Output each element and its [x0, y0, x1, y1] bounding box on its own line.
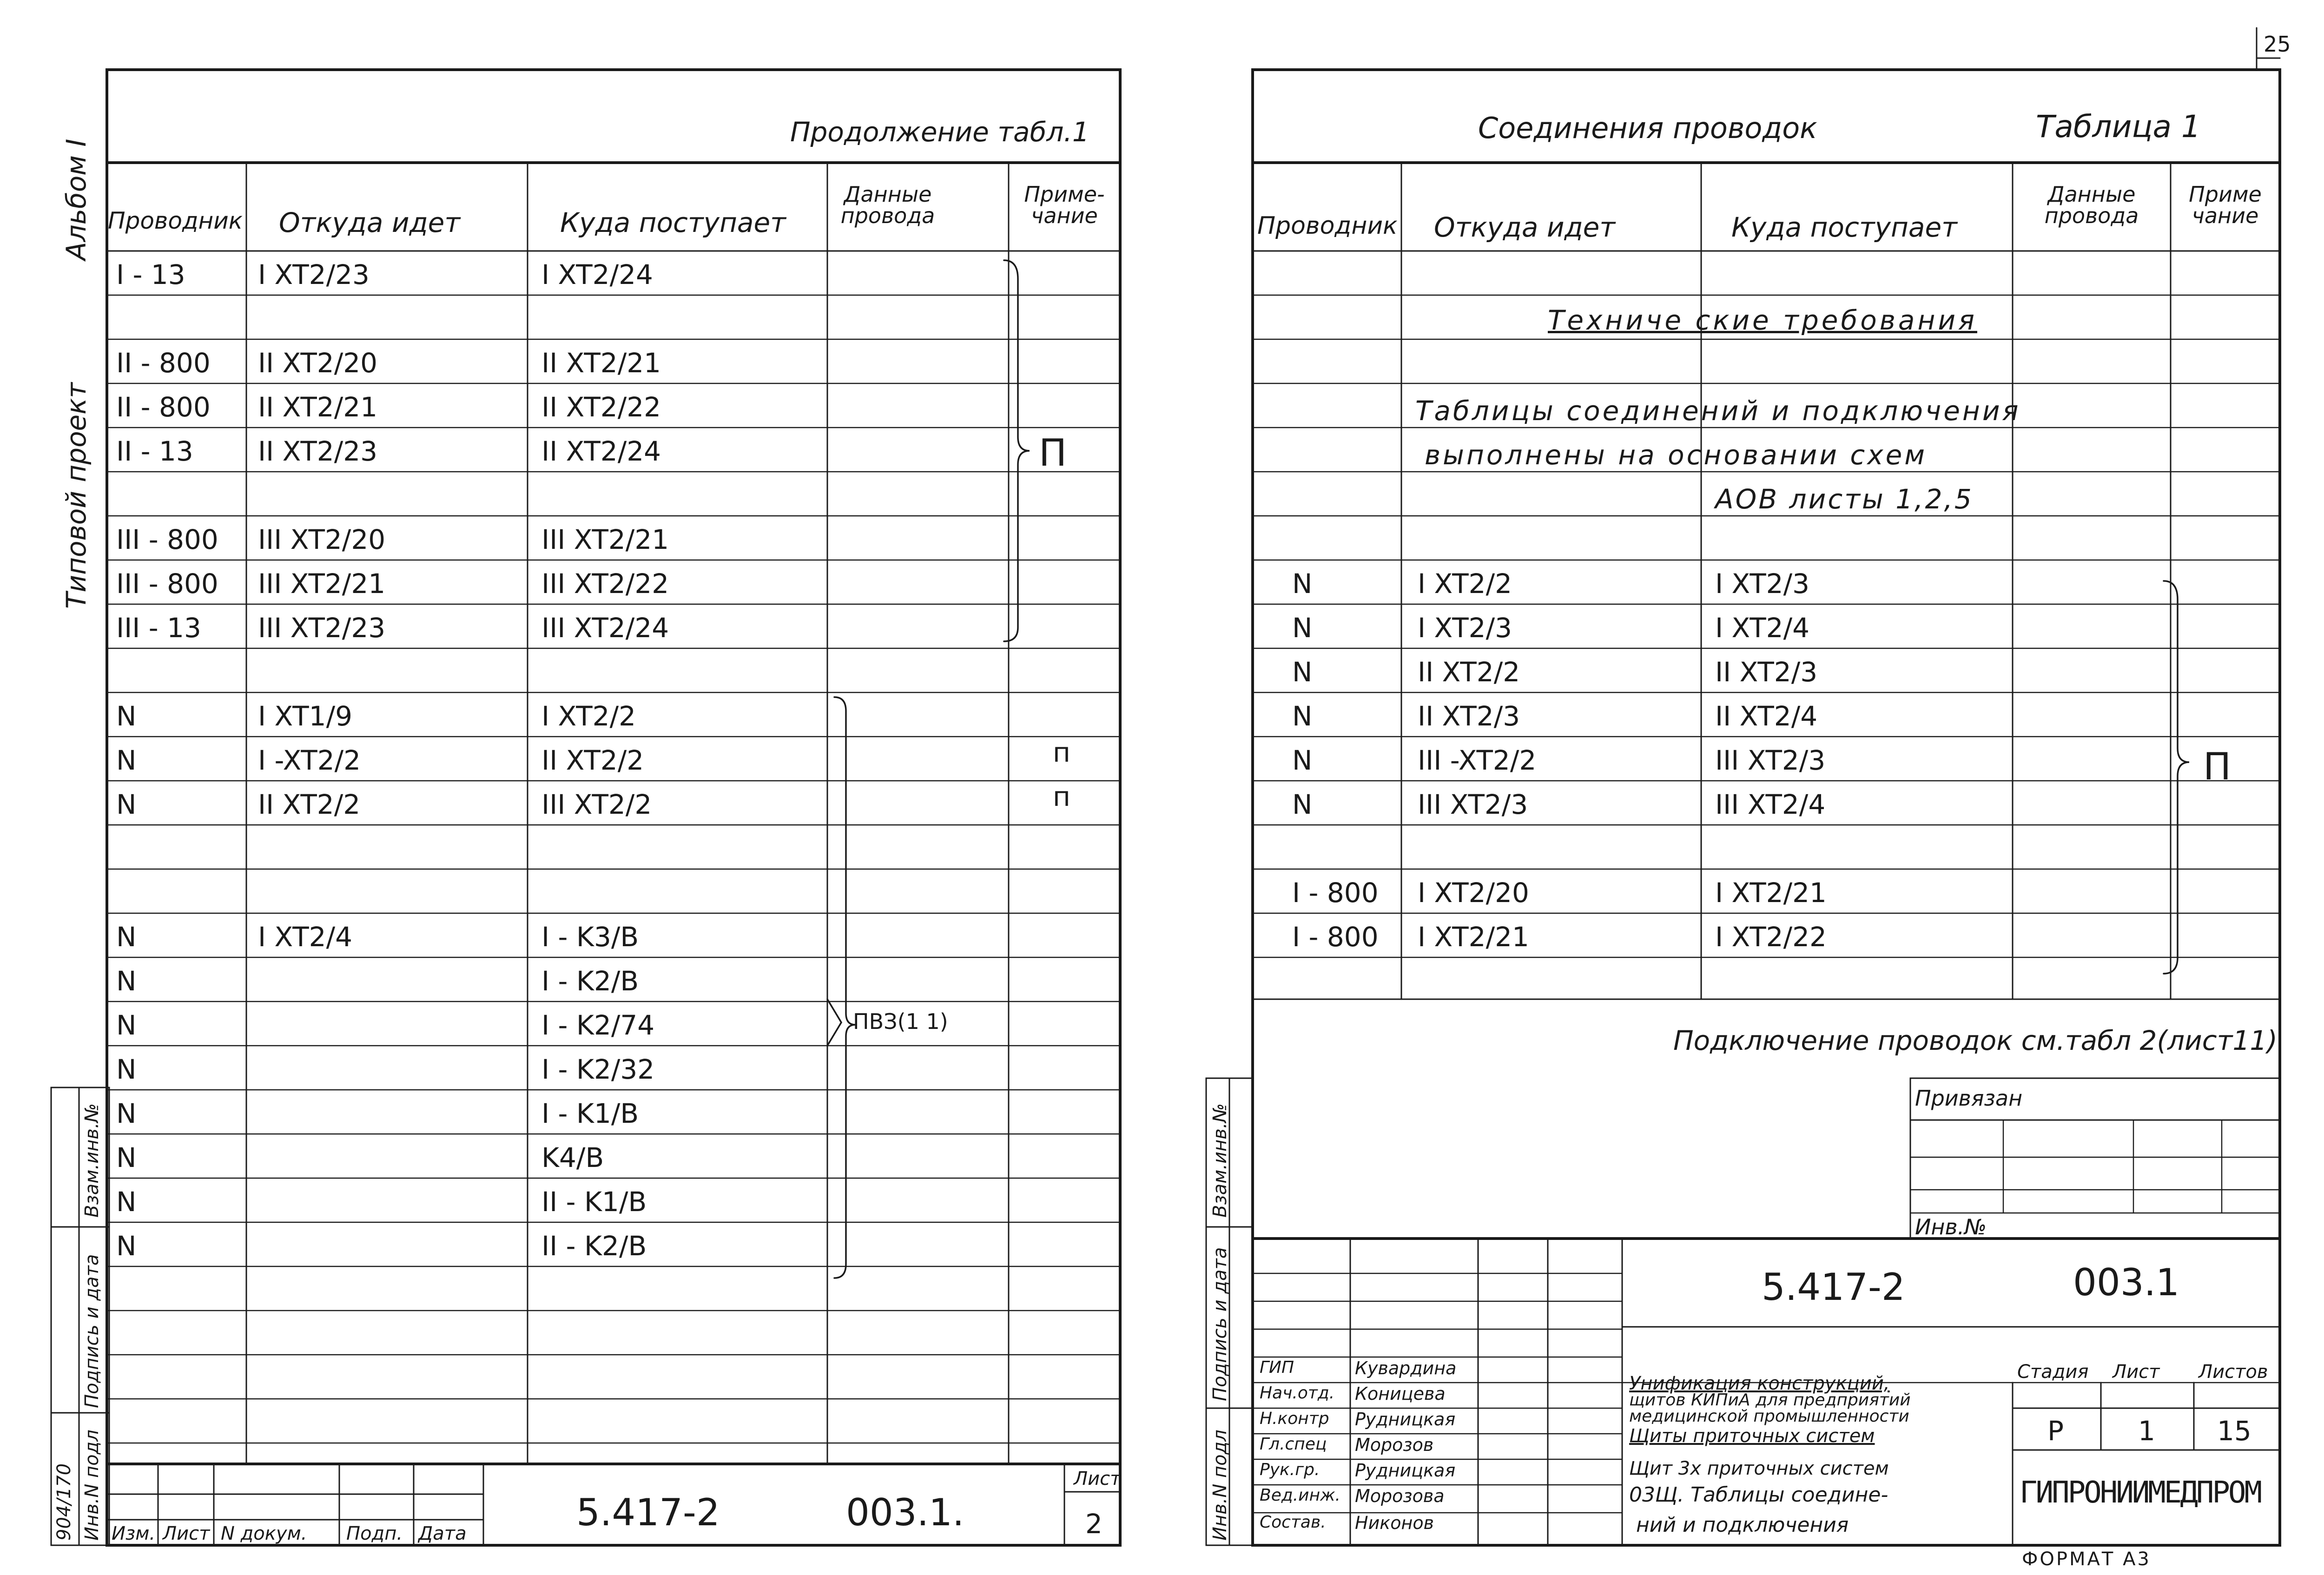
tb-col-izm: Изм.: [112, 1523, 156, 1544]
right-stamp-vzam: Взам.инв.№: [1209, 1103, 1231, 1218]
role-name: Рудницкая: [1355, 1409, 1456, 1430]
header-wire-data: Данные провода: [840, 182, 935, 228]
left-row-to: K4/B: [541, 1142, 604, 1173]
sheet-label: Лист: [2113, 1361, 2160, 1383]
left-row-from: I XT2/23: [258, 259, 370, 290]
right-row-from: II XT2/2: [1418, 656, 1520, 688]
left-row-to: III XT2/2: [541, 789, 652, 820]
right-row-to: III XT2/3: [1715, 745, 1826, 776]
left-row-conductor: III - 800: [116, 568, 218, 600]
right-row-from: I XT2/20: [1418, 877, 1529, 909]
tech-requirements: Техниче ские требования: [1548, 304, 1977, 336]
left-row-to: I - K2/B: [541, 965, 639, 997]
left-doc-code: 5.417-2: [576, 1491, 720, 1534]
role-title: Вед.инж.: [1260, 1486, 1340, 1505]
text-line-1: Таблицы соединений и подключения: [1415, 395, 2021, 427]
left-row-from: II XT2/20: [258, 347, 378, 379]
right-row-to: I XT2/3: [1715, 568, 1810, 600]
left-row-conductor: III - 800: [116, 524, 218, 555]
left-sheet-number: 2: [1085, 1508, 1103, 1540]
role-name: Рудницкая: [1355, 1460, 1456, 1481]
left-sheet-label: Лист: [1074, 1468, 1121, 1489]
privyazan-label: Привязан: [1915, 1086, 2023, 1111]
right-header-from: Откуда идет: [1434, 211, 1616, 243]
right-row-from: III -XT2/2: [1418, 745, 1537, 776]
left-row-conductor: II - 800: [116, 347, 211, 379]
left-row-to: II XT2/21: [541, 347, 661, 379]
stage-value: Р: [2047, 1415, 2064, 1447]
right-row-to: I XT2/4: [1715, 612, 1810, 644]
right-stamp-podpis: Подпись и дата: [1209, 1247, 1231, 1401]
left-row-to: I - K2/32: [541, 1054, 655, 1085]
left-row-to: I - K3/B: [541, 921, 639, 953]
left-row-to: II XT2/22: [541, 391, 661, 423]
right-header-note: Приме чание: [2189, 182, 2262, 228]
left-note-row-12: п: [1053, 737, 1070, 768]
left-row-from: I XT2/4: [258, 921, 353, 953]
desc-line-1: Унификация конструкций,: [1629, 1373, 1890, 1394]
connection-note: Подключение проводок см.табл 2(лист11): [1673, 1025, 2278, 1056]
role-name: Коницева: [1355, 1384, 1446, 1404]
desc-line-5: Щит 3x приточных систем: [1629, 1458, 1889, 1479]
right-row-to: I XT2/21: [1715, 877, 1827, 909]
right-header-to: Куда поступает: [1731, 211, 1957, 243]
left-note-row-13: п: [1053, 781, 1070, 812]
left-stamp-inv-number: 904/170: [53, 1463, 75, 1541]
left-row-conductor: N: [116, 1054, 137, 1085]
left-row-conductor: N: [116, 965, 137, 997]
role-title: Гл.спец: [1260, 1435, 1327, 1454]
right-doc-code: 5.417-2: [1762, 1265, 1905, 1309]
left-row-from: III XT2/23: [258, 612, 386, 644]
left-brace-note: П: [1039, 431, 1067, 474]
header-note: Приме-чание: [1024, 182, 1105, 228]
left-row-conductor: N: [116, 1186, 137, 1218]
left-row-to: I - K1/B: [541, 1098, 639, 1129]
role-title: Нач.отд.: [1260, 1384, 1335, 1403]
desc-line-6: 03Щ. Таблицы соедине-: [1629, 1483, 1888, 1507]
right-row-from: III XT2/3: [1418, 789, 1528, 820]
desc-line-4: Щиты приточных систем: [1629, 1425, 1875, 1447]
right-row-to: II XT2/3: [1715, 656, 1818, 688]
stage-label: Стадия: [2017, 1361, 2089, 1383]
text-line-2: выполнены на основании схем: [1425, 439, 1928, 471]
left-row-conductor: N: [116, 789, 137, 820]
left-row-conductor: II - 13: [116, 435, 193, 467]
right-row-conductor: N: [1292, 745, 1313, 776]
tb-col-date: Дата: [418, 1523, 467, 1544]
right-row-to: I XT2/22: [1715, 921, 1827, 953]
page-number: 25: [2264, 32, 2291, 57]
left-row-from: II XT2/2: [258, 789, 361, 820]
right-row-conductor: N: [1292, 656, 1313, 688]
left-doc-code-2: 003.1.: [846, 1491, 964, 1534]
wire-spec: ПВЗ(1 1): [853, 1009, 948, 1034]
project-label: Типовой проект: [60, 382, 92, 609]
album-label: Альбом I: [60, 138, 92, 260]
left-row-conductor: N: [116, 921, 137, 953]
tb-col-doc: N докум.: [221, 1523, 307, 1544]
left-row-to: II - K1/B: [541, 1186, 647, 1218]
left-row-to: II - K2/B: [541, 1230, 647, 1262]
left-row-from: I XT1/9: [258, 700, 353, 732]
right-row-from: I XT2/21: [1418, 921, 1529, 953]
role-name: Никонов: [1355, 1513, 1434, 1533]
role-name: Кувардина: [1355, 1358, 1457, 1378]
text-line-3: АОВ листы 1,2,5: [1715, 483, 1974, 515]
left-stamp-vzam: Взам.инв.№: [81, 1103, 103, 1218]
role-title: Н.контр: [1260, 1409, 1329, 1428]
tb-col-list: Лист: [163, 1523, 210, 1544]
inv-no-label: Инв.№: [1915, 1214, 1987, 1239]
right-row-conductor: I - 800: [1292, 877, 1379, 909]
right-row-from: I XT2/3: [1418, 612, 1512, 644]
left-row-conductor: III - 13: [116, 612, 201, 644]
role-title: Состав.: [1260, 1513, 1326, 1532]
role-title: ГИП: [1260, 1358, 1294, 1377]
right-row-conductor: N: [1292, 568, 1313, 600]
left-row-conductor: N: [116, 1009, 137, 1041]
right-stamp-inv: Инв.N подл: [1209, 1430, 1231, 1541]
left-row-from: III XT2/20: [258, 524, 386, 555]
role-title: Рук.гр.: [1260, 1460, 1320, 1479]
left-row-conductor: N: [116, 745, 137, 776]
left-row-to: I XT2/24: [541, 259, 653, 290]
right-header-conductor: Проводник: [1257, 212, 1398, 240]
desc-line-7: ний и подключения: [1636, 1513, 1849, 1537]
left-row-conductor: N: [116, 1230, 137, 1262]
left-row-to: I - K2/74: [541, 1009, 655, 1041]
right-row-conductor: I - 800: [1292, 921, 1379, 953]
right-row-conductor: N: [1292, 789, 1313, 820]
right-row-from: I XT2/2: [1418, 568, 1512, 600]
header-to: Куда поступает: [560, 207, 786, 238]
right-doc-code-2: 003.1: [2073, 1261, 2180, 1304]
left-row-to: II XT2/2: [541, 745, 644, 776]
right-row-to: III XT2/4: [1715, 789, 1826, 820]
left-row-to: I XT2/2: [541, 700, 636, 732]
right-row-conductor: N: [1292, 612, 1313, 644]
header-from: Откуда идет: [279, 207, 461, 238]
right-brace-note: П: [2203, 745, 2232, 788]
left-row-to: III XT2/21: [541, 524, 669, 555]
right-row-from: II XT2/3: [1418, 700, 1520, 732]
desc-line-2: щитов КИПиА для предприятий: [1629, 1390, 1911, 1410]
desc-line-3: медицинской промышленности: [1629, 1407, 1909, 1426]
left-row-from: II XT2/21: [258, 391, 378, 423]
continuation-label: Продолжение табл.1: [790, 116, 1089, 148]
left-row-from: I -XT2/2: [258, 745, 361, 776]
left-row-to: II XT2/24: [541, 435, 661, 467]
left-stamp-inv: Инв.N подл: [81, 1430, 103, 1541]
header-conductor: Провoдник: [108, 207, 243, 234]
left-row-to: III XT2/24: [541, 612, 669, 644]
left-stamp-podpis: Подпись и дата: [81, 1254, 103, 1408]
sheets-value: 15: [2217, 1415, 2251, 1447]
right-header-wire-data: Данные провода: [2044, 182, 2139, 228]
format-label: ФОРМАТ А3: [2022, 1549, 2151, 1570]
tb-col-sign: Подп.: [346, 1523, 403, 1544]
right-row-to: II XT2/4: [1715, 700, 1818, 732]
left-row-to: III XT2/22: [541, 568, 669, 600]
sheet-value: 1: [2138, 1415, 2155, 1447]
left-row-from: II XT2/23: [258, 435, 378, 467]
sheets-label: Листов: [2199, 1361, 2268, 1383]
left-row-conductor: N: [116, 700, 137, 732]
right-table-label: Таблица 1: [2036, 109, 2201, 145]
role-name: Морозова: [1355, 1486, 1445, 1506]
role-name: Морозов: [1355, 1435, 1434, 1455]
org-name: ГИПРОНИИМЕДПРОМ: [2020, 1476, 2260, 1510]
left-row-conductor: II - 800: [116, 391, 211, 423]
left-row-conductor: N: [116, 1098, 137, 1129]
left-row-conductor: I - 13: [116, 259, 185, 290]
left-row-conductor: N: [116, 1142, 137, 1173]
right-title: Соединения проводок: [1478, 111, 1817, 145]
left-row-from: III XT2/21: [258, 568, 386, 600]
right-row-conductor: N: [1292, 700, 1313, 732]
